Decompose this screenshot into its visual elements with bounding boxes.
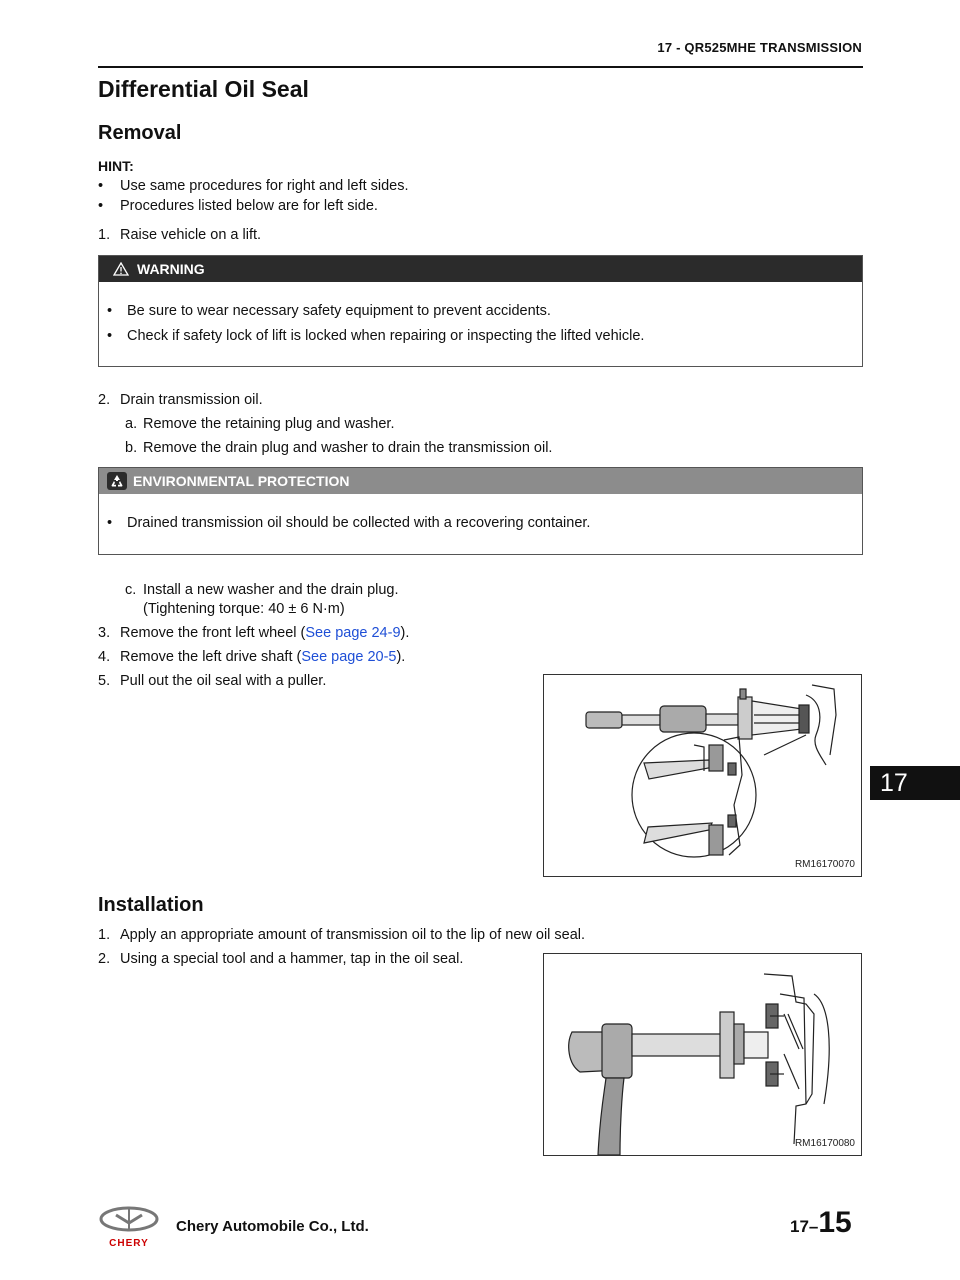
substep-text: Install a new washer and the drain plug. (143, 582, 399, 598)
figure-code: RM16170070 (794, 859, 855, 870)
page-number: 15 (818, 1206, 852, 1239)
tightening-torque: (Tightening torque: 40 ± 6 N·m) (143, 601, 345, 617)
warning-item-text: Be sure to wear necessary safety equipment to prevent accidents. (127, 303, 551, 319)
environmental-protection-header (99, 468, 862, 494)
step-text: Remove the front left wheel ( (120, 625, 306, 641)
chery-logo-text: CHERY (109, 1238, 149, 1249)
removal-substep-c (125, 580, 399, 600)
hint-item-text: Procedures listed below are for left side. (120, 198, 378, 214)
removal-step-5 (98, 671, 326, 691)
step-text-end: ). (396, 649, 406, 665)
environmental-protection-box (98, 467, 863, 555)
puller-illustration (544, 675, 861, 876)
warning-triangle-icon (113, 262, 129, 276)
bullet-glyph: • (98, 178, 104, 194)
substep-letter: c. (125, 582, 137, 598)
warning-item-text: Check if safety lock of lift is locked when repairing or inspecting the lifted vehicle. (127, 328, 645, 344)
step-text: Apply an appropriate amount of transmission oil to the lip of new oil seal. (120, 927, 586, 943)
see-page-link[interactable]: See page 20-5 (301, 649, 397, 665)
step-text: Raise vehicle on a lift. (120, 227, 262, 243)
environmental-protection-label: ENVIRONMENTAL PROTECTION (133, 473, 350, 489)
installation-step-1 (98, 925, 585, 945)
step-number: 1. (98, 927, 111, 943)
chery-logo-mark-icon (98, 1206, 160, 1234)
header-rule (98, 66, 863, 68)
step-text: Remove the left drive shaft ( (120, 649, 302, 665)
hint-item (98, 176, 409, 196)
hint-item (98, 196, 378, 216)
footer-company: Chery Automobile Co., Ltd. (176, 1218, 369, 1235)
see-page-link[interactable]: See page 24-9 (305, 625, 401, 641)
figure-code: RM16170080 (794, 1138, 855, 1149)
installation-step-2 (98, 949, 463, 969)
puller-figure (543, 674, 862, 877)
step-number: 2. (98, 951, 111, 967)
hint-label: HINT: (98, 158, 134, 174)
step-text: Pull out the oil seal with a puller. (120, 673, 327, 689)
substep-letter: a. (125, 416, 138, 432)
substep-letter: b. (125, 440, 138, 456)
page-section: 17– (790, 1217, 819, 1236)
warning-header (99, 256, 862, 282)
hammer-illustration (544, 954, 861, 1155)
removal-substep-b (125, 438, 552, 458)
removal-step-2 (98, 390, 263, 410)
step-number: 2. (98, 392, 111, 408)
step-text-end: ). (400, 625, 410, 641)
removal-step-3 (98, 623, 409, 643)
warning-box (98, 255, 863, 367)
footer-page-number (790, 1206, 852, 1240)
warning-item (107, 303, 551, 319)
bullet-glyph: • (98, 198, 104, 214)
chery-logo (98, 1206, 160, 1249)
substep-text: Remove the retaining plug and washer. (143, 416, 395, 432)
environmental-item-text: Drained transmission oil should be collected with a recovering container. (127, 515, 591, 531)
removal-heading: Removal (98, 122, 182, 144)
step-text: Using a special tool and a hammer, tap in the oil seal. (120, 951, 464, 967)
recycle-icon (107, 472, 127, 490)
hammer-figure (543, 953, 862, 1156)
warning-item (107, 328, 644, 344)
bullet-glyph: • (107, 328, 113, 344)
step-number: 1. (98, 227, 111, 243)
substep-text: Remove the drain plug and washer to drain the transmission oil. (143, 440, 553, 456)
removal-step-4 (98, 647, 405, 667)
step-number: 3. (98, 625, 111, 641)
step-text: Drain transmission oil. (120, 392, 263, 408)
bullet-glyph: • (107, 303, 113, 319)
bullet-glyph: • (107, 515, 113, 531)
installation-heading: Installation (98, 894, 204, 916)
step-number: 4. (98, 649, 111, 665)
hint-item-text: Use same procedures for right and left sides. (120, 178, 409, 194)
section-header-title: 17 - QR525MHE TRANSMISSION (657, 40, 862, 55)
removal-substep-a (125, 414, 395, 434)
page-title: Differential Oil Seal (98, 76, 309, 102)
removal-step-1 (98, 225, 261, 245)
environmental-item (107, 515, 590, 531)
step-number: 5. (98, 673, 111, 689)
chapter-tab: 17 (870, 766, 960, 800)
warning-label: WARNING (137, 261, 205, 277)
